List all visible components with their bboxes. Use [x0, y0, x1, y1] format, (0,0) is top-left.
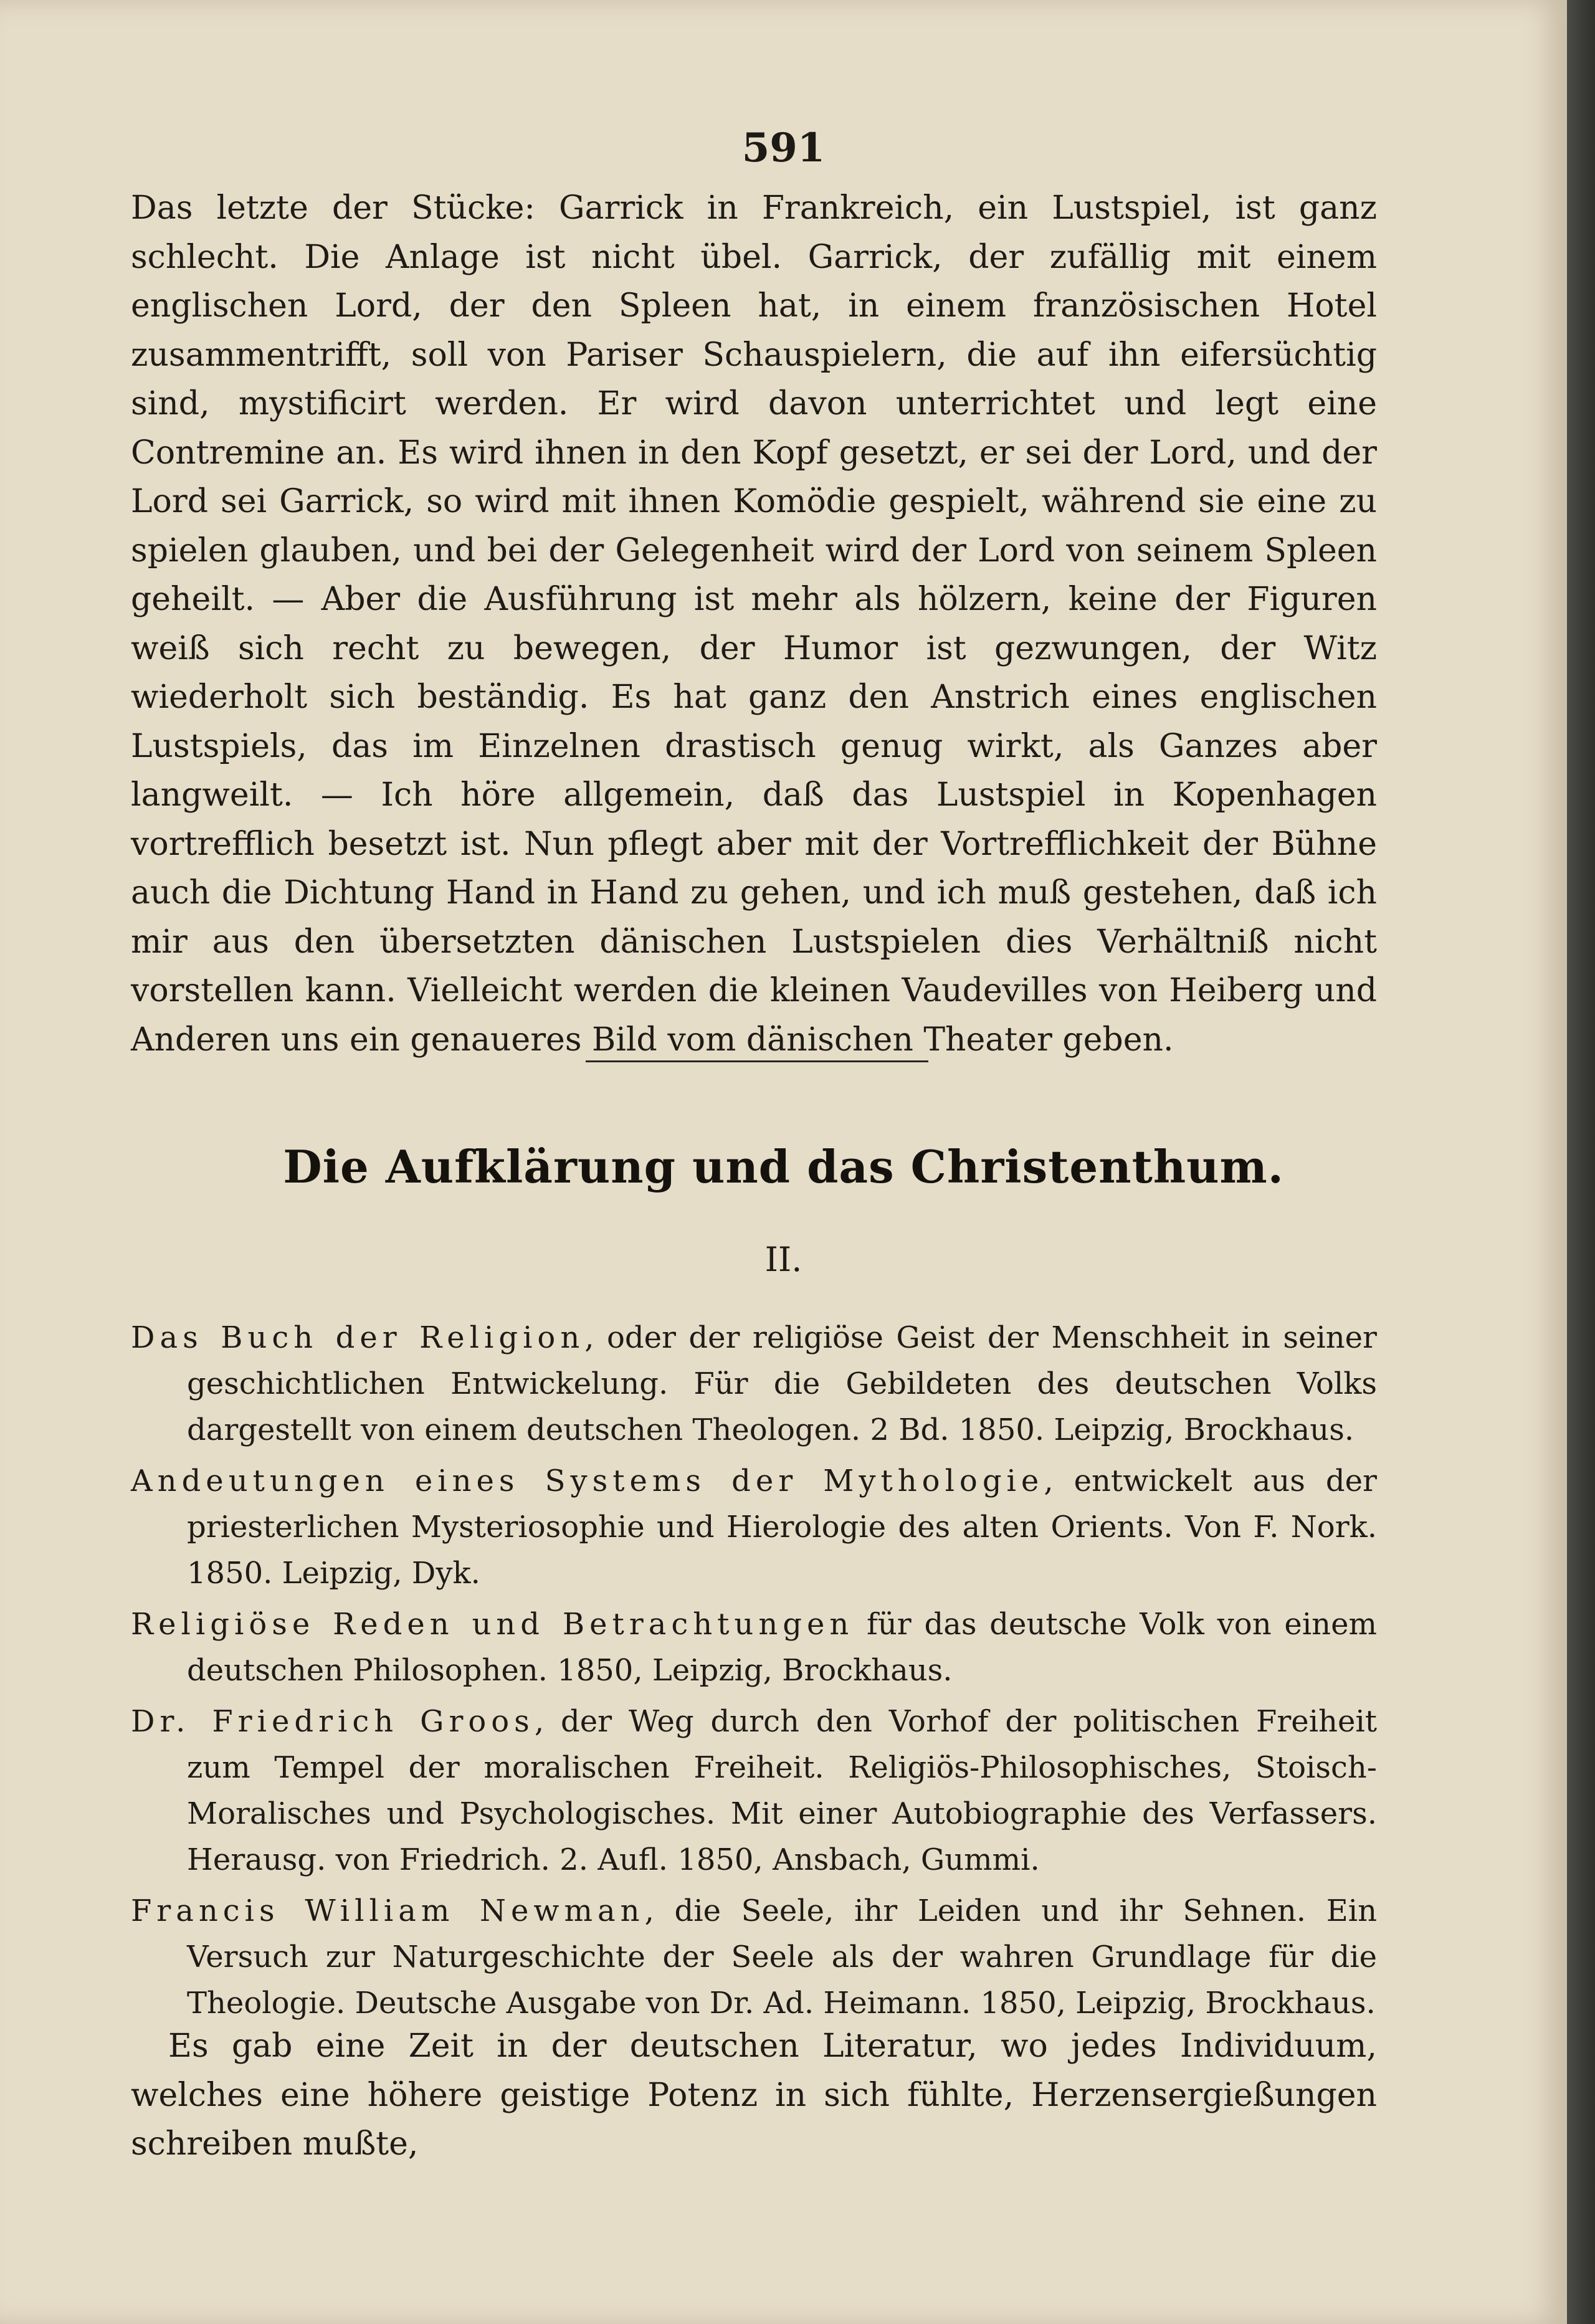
opening-paragraph: Es gab eine Zeit in der deutschen Literatur, wo jedes Individuum, welches eine höhere geistige Potenz in sich fühlte, Herzensergießungen schreiben mußte, [131, 2027, 1377, 2163]
entry-details: , oder der religiöse Geist der Menschheit in seiner geschichtlichen Entwickelung. Für die Gebildeten des deutschen Volks dargestellt von einem deutschen Theologen. 2 Bd. 1850. Leipzig, Brockhaus. [187, 1320, 1377, 1447]
book-edge [1567, 0, 1595, 2324]
entry-details: , die Seele, ihr Leiden und ihr Sehnen. Ein Versuch zur Naturgeschichte der Seele als der wahren Grundlage für die Theologie. Deutsche Ausgabe von Dr. Ad. Heimann. 1850, Leipzig, Brockhaus. [187, 1893, 1378, 2021]
bibliography-entry [131, 1698, 1377, 1883]
bibliography-entry [131, 1601, 1377, 1693]
bibliography-entry [131, 1315, 1377, 1453]
bibliography-entry [131, 1888, 1377, 2026]
entry-title: Francis William Newman [131, 1893, 645, 1928]
entry-title: Das Buch der Religion [131, 1320, 585, 1355]
article-title: Die Aufklärung und das Christenthum. [283, 1140, 1284, 1193]
entry-title: Dr. Friedrich Groos [131, 1704, 535, 1739]
entry-details: für das deutsche Volk von einem deutschen Philosophen. 1850, Leipzig, Brockhaus. [187, 1607, 1377, 1688]
page-number: 591 [741, 125, 826, 171]
section-divider [586, 1060, 928, 1062]
bibliography-entry [131, 1458, 1377, 1596]
section-numeral: II. [764, 1240, 802, 1279]
entry-title: Andeutungen eines Systems der Mythologie [131, 1464, 1044, 1498]
entry-title: Religiöse Reden und Betrachtungen [131, 1607, 854, 1642]
continuation-paragraph: Das letzte der Stücke: Garrick in Frankreich, ein Lustspiel, ist ganz schlecht. Die Anlage ist nicht übel. Garrick, der zufällig mit einem englischen Lord, der den Spleen hat, in einem französischen Hotel zusammentrifft, soll von Pariser Schauspielern, die auf ihn eifersüchtig sind, mystificirt werden. Er wird davon unterrichtet und legt eine Contremine an. Es wird ihnen in den Kopf gesetzt, er sei der Lord, und der Lord sei Garrick, so wird mit ihnen Komödie gespielt, während sie eine zu spielen glauben, und bei der Gelegenheit wird der Lord von seinem Spleen geheilt. — Aber die Ausführung ist mehr als hölzern, keine der Figuren weiß sich recht zu bewegen, der Humor ist gezwungen, der Witz wiederholt sich beständig. Es hat ganz den Anstrich eines englischen Lustspiels, das im Einzelnen drastisch genug wirkt, als Ganzes aber langweilt. — Ich höre allgemein, daß das Lustspiel in Kopenhagen vortrefflich besetzt ist. Nun pflegt aber mit der Vortrefflichkeit der Bühne auch die Dichtung Hand in Hand zu gehen, und ich muß gestehen, daß ich mir aus den übersetzten dänischen Lustspielen dies Verhältniß nicht vorstellen kann. Vielleicht werden die kleinen Vaudevilles von Heiberg und Anderen uns ein genaueres Bild vom dänischen Theater geben. [131, 189, 1377, 1059]
entry-details: , entwickelt aus der priesterlichen Mysteriosophie und Hierologie des alten Orients. Von F. Nork. 1850. Leipzig, Dyk. [187, 1464, 1377, 1591]
entry-details: , der Weg durch den Vorhof der politischen Freiheit zum Tempel der moralischen Freiheit. Religiös-Philosophisches, Stoisch-Moralisches und Psychologisches. Mit einer Autobiographie des Verfassers. Herausg. von Friedrich. 2. Aufl. 1850, Ansbach, Gummi. [187, 1704, 1378, 1877]
bibliography-list [131, 1315, 1377, 2031]
